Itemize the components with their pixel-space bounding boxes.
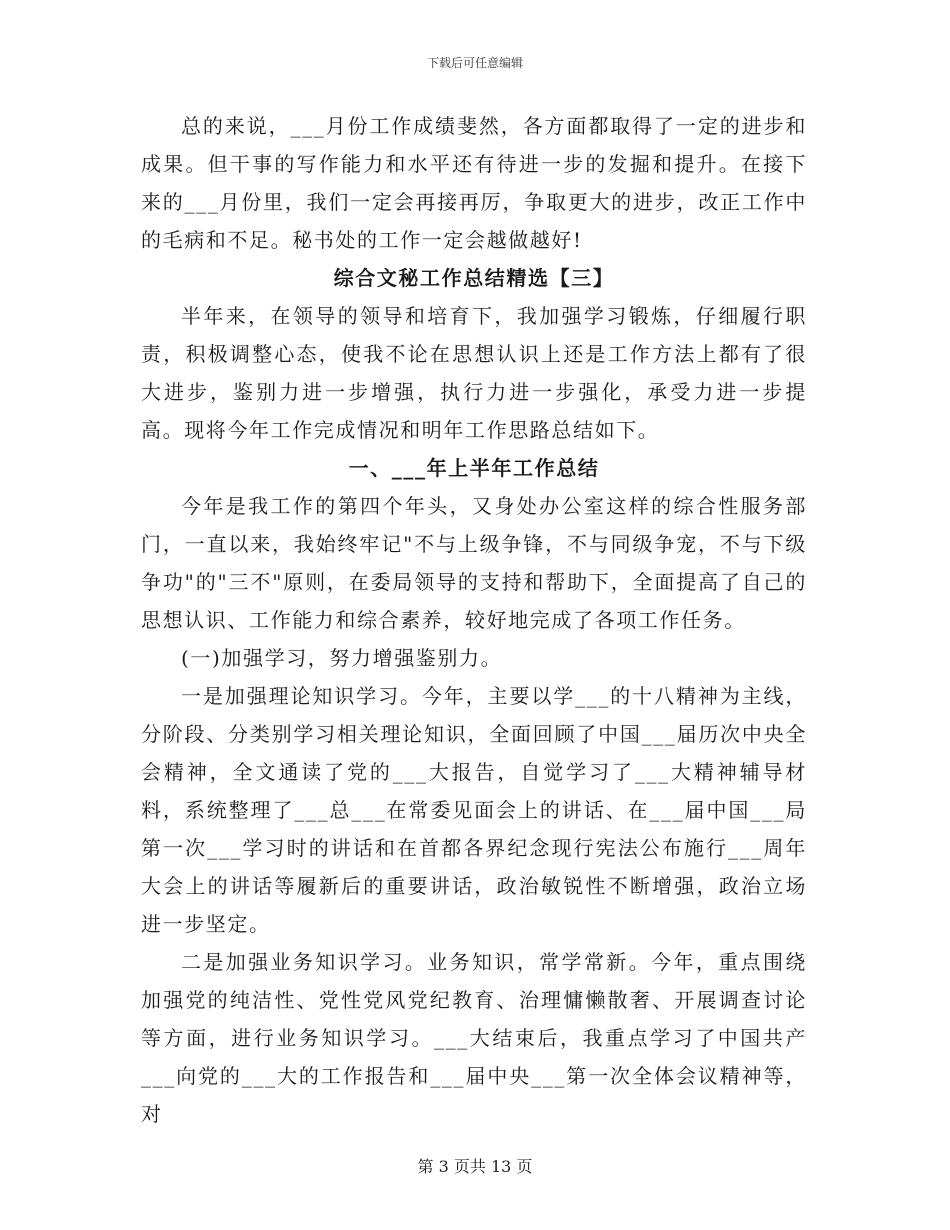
paragraph-theory-study: 一是加强理论知识学习。今年，主要以学___的十八精神为主线，分阶段、分类别学习相关理论知识，全面回顾了中国___届历次中央全会精神，全文通读了党的___大报告，自觉学习了___大精神辅导材料，系统整理了___总___在常委见面会上的讲话、在___届中国___局第一次___学习时的讲话和在首都各界纪念现行宪法公布施行___周年大会上的讲话等履新后的重要讲话，政治敏锐性不断增强，政治立场进一步坚定。 bbox=[141, 684, 807, 936]
subsection-title: 一、___年上半年工作总结 bbox=[348, 456, 600, 480]
document-body bbox=[141, 107, 807, 1133]
paragraph-business-study: 二是加强业务知识学习。业务知识，常学常新。今年，重点围绕加强党的纯洁性、党性党风党纪教育、治理慵懒散奢、开展调查讨论等方面，进行业务知识学习。___大结束后，我重点学习了中国共产___向党的___大的工作报告和___届中央___第一次全体会议精神等，对 bbox=[141, 950, 807, 1126]
section-title: 综合文秘工作总结精选【三】 bbox=[333, 266, 615, 290]
page-header-note: 下载后可任意编辑 bbox=[426, 56, 523, 70]
paragraph-item-heading: (一)加强学习，努力增强鉴别力。 bbox=[181, 646, 503, 670]
paragraph-overview: 今年是我工作的第四个年头，又身处办公室这样的综合性服务部门，一直以来，我始终牢记"不与上级争锋，不与同级争宠，不与下级争功"的"三不"原则，在委局领导的支持和帮助下，全面提高了自己的思想认识、工作能力和综合素养，较好地完成了各项工作任务。 bbox=[141, 494, 807, 632]
paragraph-intro: 半年来，在领导的领导和培育下，我加强学习锻炼，仔细履行职责，积极调整心态，使我不论在思想认识上还是工作方法上都有了很大进步，鉴别力进一步增强，执行力进一步强化，承受力进一步提高。现将今年工作完成情况和明年工作思路总结如下。 bbox=[141, 304, 807, 442]
paragraph-summary: 总的来说，___月份工作成绩斐然，各方面都取得了一定的进步和成果。但干事的写作能力和水平还有待进一步的发掘和提升。在接下来的___月份里，我们一定会再接再厉，争取更大的进步，改正工作中的毛病和不足。秘书处的工作一定会越做越好! bbox=[141, 114, 807, 252]
page-number-footer: 第 3 页共 13 页 bbox=[417, 1157, 533, 1176]
